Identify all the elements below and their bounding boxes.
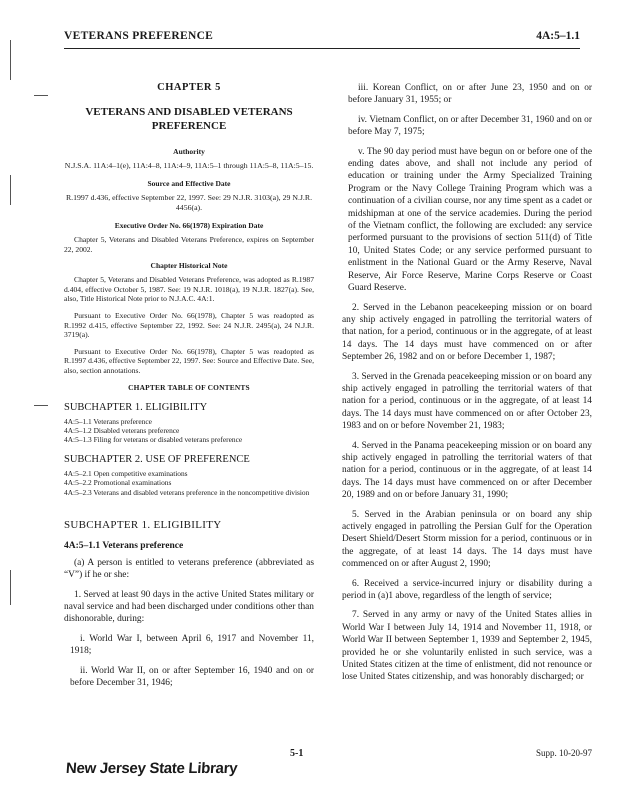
supplement-date: Supp. 10-20-97	[536, 748, 592, 758]
authority-heading: Authority	[173, 147, 205, 156]
paragraph-i: i. World War I, between April 6, 1917 and November 11, 1918;	[70, 633, 314, 657]
toc-subchapter-1	[64, 402, 314, 445]
source-heading: Source and Effective Date	[147, 179, 231, 188]
paragraph-ii: ii. World War II, on or after September 16, 1940 and on or before December 31, 1946;	[70, 665, 314, 688]
toc-subchapter-1-heading: SUBCHAPTER 1. ELIGIBILITY	[64, 401, 208, 413]
running-header	[64, 30, 580, 49]
historical-note-p1: Chapter 5, Veterans and Disabled Veterans Preference, was adopted as R.1987 d.404, effective October 5, 1987. See: 19 N.J.R. 1018(a), 19 N.J.R. 1827(a). See, also, Title Historical Note prior to N.J.A.C. 4A:1.	[64, 275, 314, 304]
paragraph-4: 4. Served in the Panama peacekeeping mission or on board any ship actively engaged in patrolling the territorial waters of that nation for a period, continuous or in the aggregate, of at least 14 days. The 14 days must have commenced on or after December 20, 1989 and on or before January 31, 1990;	[342, 440, 592, 501]
section-heading: 4A:5–1.1 Veterans preference	[64, 540, 184, 551]
paragraph-iii: iii. Korean Conflict, on or after June 23, 1950 and on or before January 31, 1955; or	[348, 83, 592, 106]
executive-order-heading: Executive Order No. 66(1978) Expiration Date	[114, 221, 264, 230]
chapter-title: VETERANS AND DISABLED VETERANS PREFERENCE	[85, 106, 293, 132]
subchapter-1-heading: SUBCHAPTER 1. ELIGIBILITY	[64, 518, 222, 531]
header-section-number: 4A:5–1.1	[536, 30, 580, 42]
margin-mark	[10, 570, 11, 605]
toc-subchapter-2	[64, 454, 314, 497]
source-text: R.1997 d.436, effective September 22, 1997. See: 29 N.J.R. 3103(a), 29 N.J.R. 4456(a).	[65, 193, 313, 212]
paragraph-3: 3. Served in the Grenada peacekeeping mission or on board any ship actively engaged in patrolling the territorial waters of that nation for a period, continuous or in the aggregate, of at least 14 days. The 14 days must have commenced on or after October 23, 1983 and on or before November 21, 1983;	[342, 371, 592, 432]
paragraph-7: 7. Served in any army or navy of the United States allies in World War I between July 14, 1914 and November 11, 1918, or World War II between September 1, 1939 and September 2, 1945, provided he or she voluntarily enlisted in such service, was a United States citizen at the time of enlistment, did not renounce or lose United States citizenship, and was honorably discharged; or	[342, 610, 592, 683]
toc-item: 4A:5–1.1 Veterans preference	[64, 416, 152, 426]
margin-mark	[10, 40, 11, 80]
paragraph-6: 6. Received a service-incurred injury or disability during a period in (a)1 above, regardless of the length of service;	[342, 578, 592, 602]
right-column	[342, 82, 592, 691]
historical-note-heading: Chapter Historical Note	[150, 261, 228, 271]
paragraph-2: 2. Served in the Lebanon peacekeeping mission or on board any ship actively engaged in patrolling the territorial waters of that nation, for a period, continuous or in the aggregate, of at least 14 days. The 14 days must have commenced on or after September 26, 1982 and on or before December 1, 1987;	[342, 302, 592, 363]
authority-text: N.J.S.A. 11A:4–1(e), 11A:4–8, 11A:4–9, 11A:5–1 through 11A:5–8, 11A:5–15.	[64, 161, 314, 170]
margin-mark	[10, 175, 11, 205]
left-column	[64, 82, 314, 696]
page-number: 5-1	[290, 748, 304, 759]
toc-item: 4A:5–1.3 Filing for veterans or disabled veterans preference	[64, 434, 243, 444]
paragraph-5: 5. Served in the Arabian peninsula or on board any ship actively engaged in patrolling the Persian Gulf for the Operation Desert Shield/Desert Storm mission for a period, continuous or in the aggregate, of at least 14 days. The 14 days must have commenced on or after August 2, 1990;	[342, 509, 592, 570]
paragraph-v: v. The 90 day period must have begun on or before one of the ending dates above, and shall not include any period of education or training under the Army Specialized Training Program or the Navy College Training Program which was a continuation of a civilian course, nor any time spent as a cadet or midshipman at one of the service academies. During the period of the Vietnam conflict, the following are excluded: any service performed pursuant to the provisions of section 511(d) of Title 10, United States Code; or any service performed pursuant to enlistment in the National Guard or the Army Reserve, Naval Reserve, Air Force Reserve, Marine Corps Reserve or Coast Guard Reserve.	[348, 146, 592, 294]
header-title: VETERANS PREFERENCE	[64, 30, 214, 42]
margin-mark	[34, 405, 48, 406]
toc-heading: CHAPTER TABLE OF CONTENTS	[128, 382, 250, 392]
toc-item: 4A:5–2.2 Promotional examinations	[64, 478, 172, 488]
historical-note-p3: Pursuant to Executive Order No. 66(1978), Chapter 5 was readopted as R.1997 d.436, effective September 22, 1997. See: Source and Effective Date. See, also, section annotations.	[64, 346, 314, 375]
toc-item: 4A:5–1.2 Disabled veterans preference	[64, 425, 180, 435]
margin-mark	[34, 95, 48, 96]
executive-order-text: Chapter 5, Veterans and Disabled Veterans Preference, expires on September 22, 2002.	[64, 235, 314, 254]
library-watermark: New Jersey State Library	[65, 760, 238, 777]
paragraph-iv: iv. Vietnam Conflict, on or after December 31, 1960 and on or before May 7, 1975;	[348, 114, 592, 138]
paragraph-1: 1. Served at least 90 days in the active United States military or naval service and had been discharged under conditions other than dishonorable, during:	[64, 589, 314, 625]
paragraph-a: (a) A person is entitled to veterans preference (abbreviated as “V”) if he or she:	[64, 557, 314, 581]
toc-subchapter-2-heading: SUBCHAPTER 2. USE OF PREFERENCE	[64, 454, 250, 466]
toc-item: 4A:5–2.3 Veterans and disabled veterans preference in the noncompetitive division	[64, 487, 310, 497]
historical-note-p2: Pursuant to Executive Order No. 66(1978), Chapter 5 was readopted as R.1992 d.415, effective September 22, 1992. See: 24 N.J.R. 2495(a), 24 N.J.R. 3719(a).	[64, 310, 314, 340]
chapter-number: CHAPTER 5	[157, 82, 221, 93]
toc-item: 4A:5–2.1 Open competitive examinations	[64, 469, 188, 479]
